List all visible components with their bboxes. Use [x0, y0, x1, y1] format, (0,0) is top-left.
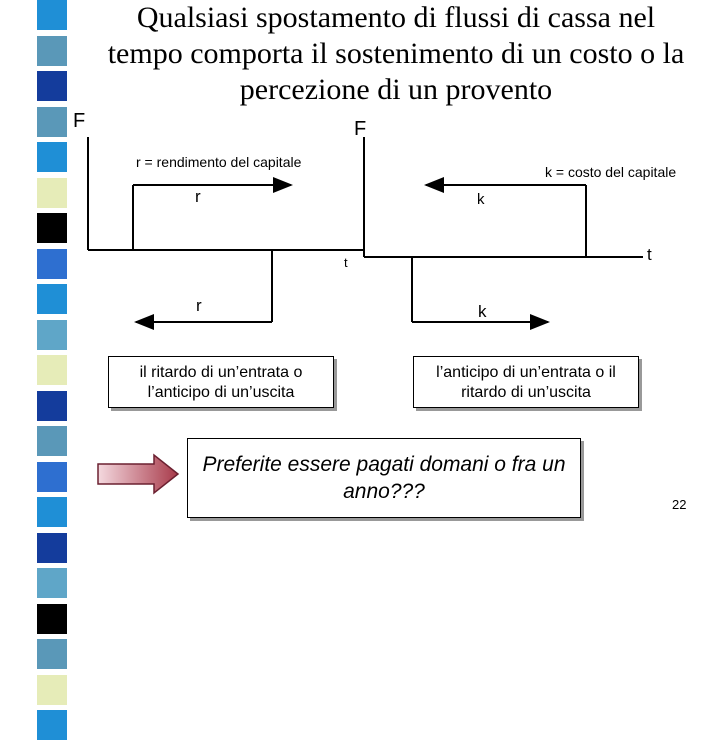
- stripe-square: [37, 710, 67, 740]
- delay-inflow-box: il ritardo di un’entrata o l’anticipo di un’uscita: [108, 356, 334, 408]
- k-top-label: k: [477, 191, 485, 208]
- page-number: 22: [672, 497, 687, 512]
- center-f-label: F: [354, 118, 367, 140]
- stripe-square: [37, 568, 67, 598]
- stripe-square: [37, 639, 67, 669]
- question-box: Preferite essere pagati domani o fra un anno???: [187, 438, 581, 518]
- gradient-arrow-icon: [98, 455, 178, 493]
- stripe-square: [37, 675, 67, 705]
- t-right-label: t: [647, 245, 652, 264]
- r-caption: r = rendimento del capitale: [136, 154, 302, 170]
- anticipate-inflow-box: l’anticipo di un’entrata o il ritardo di un’uscita: [413, 356, 639, 408]
- t-left-label: t: [344, 255, 348, 270]
- left-f-label: F: [73, 110, 86, 132]
- k-caption: k = costo del capitale: [545, 164, 677, 180]
- r-top-label: r: [195, 187, 201, 206]
- stripe-square: [37, 604, 67, 634]
- slide-title: Qualsiasi spostamento di flussi di cassa nel tempo comporta il sostenimento di un costo o la percezione di un provento: [107, 1, 685, 106]
- k-bottom-label: k: [478, 302, 487, 321]
- r-bottom-label: r: [196, 296, 202, 315]
